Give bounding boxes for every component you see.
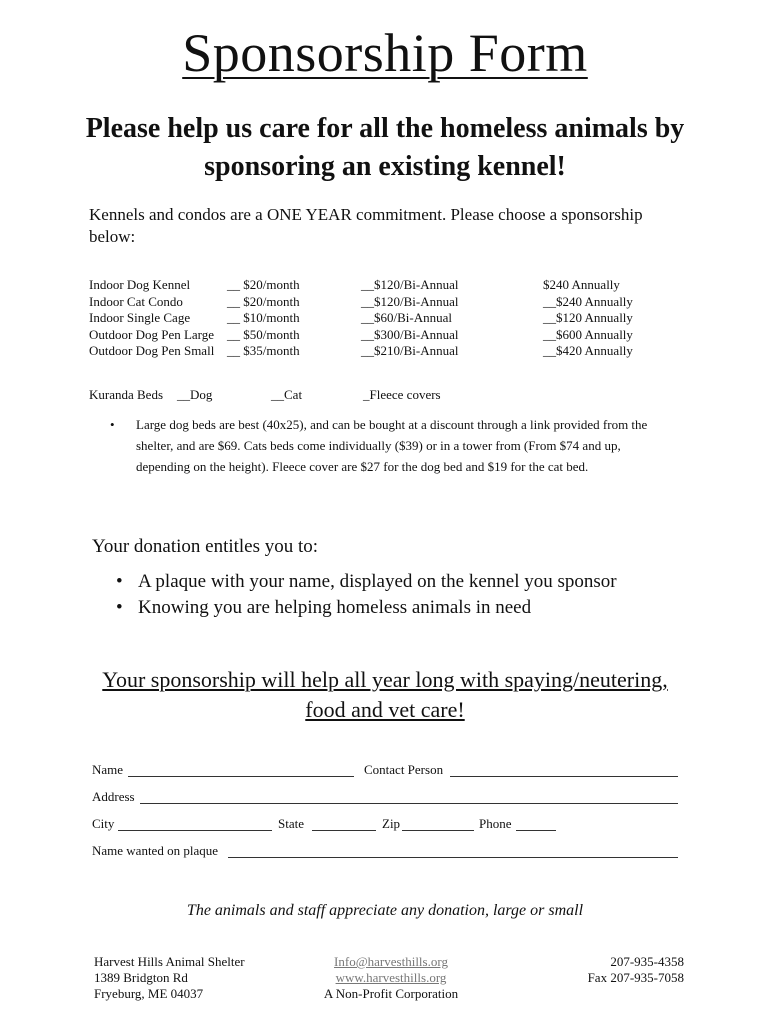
benefit-text: A plaque with your name, displayed on the kennel you sponsor [138, 571, 617, 592]
address-label: Address [92, 789, 135, 804]
cat-bed-option[interactable]: __Cat [271, 387, 303, 402]
plaque-name-label: Name wanted on plaque [92, 843, 218, 858]
nonprofit-label: A Non-Profit Corporation [323, 986, 459, 1001]
kennel-type: Indoor Dog Kennel [89, 277, 191, 292]
entitles-heading: Your donation entitles you to: [92, 536, 319, 557]
fax-number: Fax 207-935-7058 [587, 970, 684, 985]
biannual-option[interactable]: __$300/Bi-Annual [361, 326, 459, 342]
bullet-icon: • [116, 571, 123, 592]
biannual-option[interactable]: __$120/Bi-Annual [361, 293, 459, 309]
monthly-option[interactable]: __ $35/month [227, 343, 300, 358]
city-field[interactable] [118, 816, 272, 831]
form-row [92, 762, 682, 789]
form-row [92, 816, 682, 843]
state-field[interactable] [312, 816, 376, 831]
pricing-table [89, 277, 669, 360]
benefits-list [116, 569, 617, 621]
address-field[interactable] [140, 789, 678, 804]
kuranda-beds-row [89, 387, 589, 405]
bed-note-text: Large dog beds are best (40x25), and can be bought at a discount through a link provided from the shelter, and are $69. Cats beds come individually ($39) or in a tower from (From $74 and up, depending on the height). Fleece cover are $27 for the dog bed and $19 for the cat bed. [136, 417, 648, 474]
appreciation-note: The animals and staff appreciate any donation, large or small [186, 902, 584, 919]
intro-text: Kennels and condos are a ONE YEAR commitment. Please choose a sponsorship below: [89, 205, 643, 246]
help-line: Your sponsorship will help all year long with spaying/neutering, [102, 667, 668, 692]
annual-option[interactable]: __$240 Annually [543, 293, 633, 309]
name-label: Name [92, 762, 124, 777]
biannual-option[interactable]: __$60/Bi-Annual [361, 310, 452, 325]
annual-option[interactable]: __$420 Annually [543, 343, 633, 358]
monthly-option[interactable]: __ $10/month [227, 310, 300, 325]
list-item [116, 595, 617, 621]
phone-number: 207-935-4358 [610, 954, 684, 969]
street-address: 1389 Bridgton Rd [94, 970, 188, 985]
phone-label: Phone [479, 816, 512, 831]
subtitle: Please help us care for all the homeless animals by sponsoring an existing kennel! [85, 113, 685, 182]
org-name: Harvest Hills Animal Shelter [94, 954, 245, 969]
annual-option[interactable]: $240 Annually [543, 277, 620, 292]
footer-address [94, 954, 245, 1002]
website-link[interactable]: www.harvesthills.org [335, 970, 447, 985]
city-address: Fryeburg, ME 04037 [94, 986, 204, 1001]
form-row [92, 789, 682, 816]
bed-note [110, 414, 666, 477]
biannual-option[interactable]: __$120/Bi-Annual [361, 277, 459, 292]
fleece-cover-option[interactable]: _Fleece covers [363, 387, 441, 402]
pricing-row [89, 343, 669, 360]
help-message [40, 665, 730, 725]
form-row [92, 843, 682, 870]
bullet-icon: • [110, 417, 115, 432]
bullet-icon: • [116, 597, 123, 618]
annual-option[interactable]: __$120 Annually [543, 310, 633, 325]
biannual-option[interactable]: __$210/Bi-Annual [361, 343, 459, 358]
monthly-option[interactable]: __ $50/month [227, 326, 300, 342]
zip-field[interactable] [402, 816, 474, 831]
footer-phone [520, 954, 684, 986]
contact-person-label: Contact Person [364, 762, 444, 777]
annual-option[interactable]: __$600 Annually [543, 326, 633, 342]
email-link[interactable]: Info@harvesthills.org [334, 954, 448, 969]
kennel-type: Outdoor Dog Pen Large [89, 326, 215, 342]
contact-form [92, 762, 682, 870]
state-label: State [278, 816, 304, 831]
kennel-type: Indoor Single Cage [89, 310, 191, 325]
kennel-type: Indoor Cat Condo [89, 293, 183, 309]
plaque-name-field[interactable] [228, 843, 678, 858]
monthly-option[interactable]: __ $20/month [227, 293, 300, 309]
city-label: City [92, 816, 115, 831]
footer-contact [316, 954, 466, 1002]
zip-label: Zip [382, 816, 401, 831]
kennel-type: Outdoor Dog Pen Small [89, 343, 215, 358]
beds-label: Kuranda Beds [89, 387, 164, 402]
pricing-row [89, 294, 669, 311]
pricing-row [89, 327, 669, 344]
list-item [116, 569, 617, 595]
help-line: food and vet care! [305, 697, 465, 722]
contact-person-field[interactable] [450, 762, 678, 777]
monthly-option[interactable]: __ $20/month [227, 277, 300, 292]
dog-bed-option[interactable]: __Dog [177, 387, 213, 402]
page-title: Sponsorship Form [182, 23, 588, 83]
name-field[interactable] [128, 762, 354, 777]
phone-field[interactable] [516, 816, 556, 831]
pricing-row [89, 277, 669, 294]
benefit-text: Knowing you are helping homeless animals in need [138, 597, 532, 618]
pricing-row [89, 310, 669, 327]
